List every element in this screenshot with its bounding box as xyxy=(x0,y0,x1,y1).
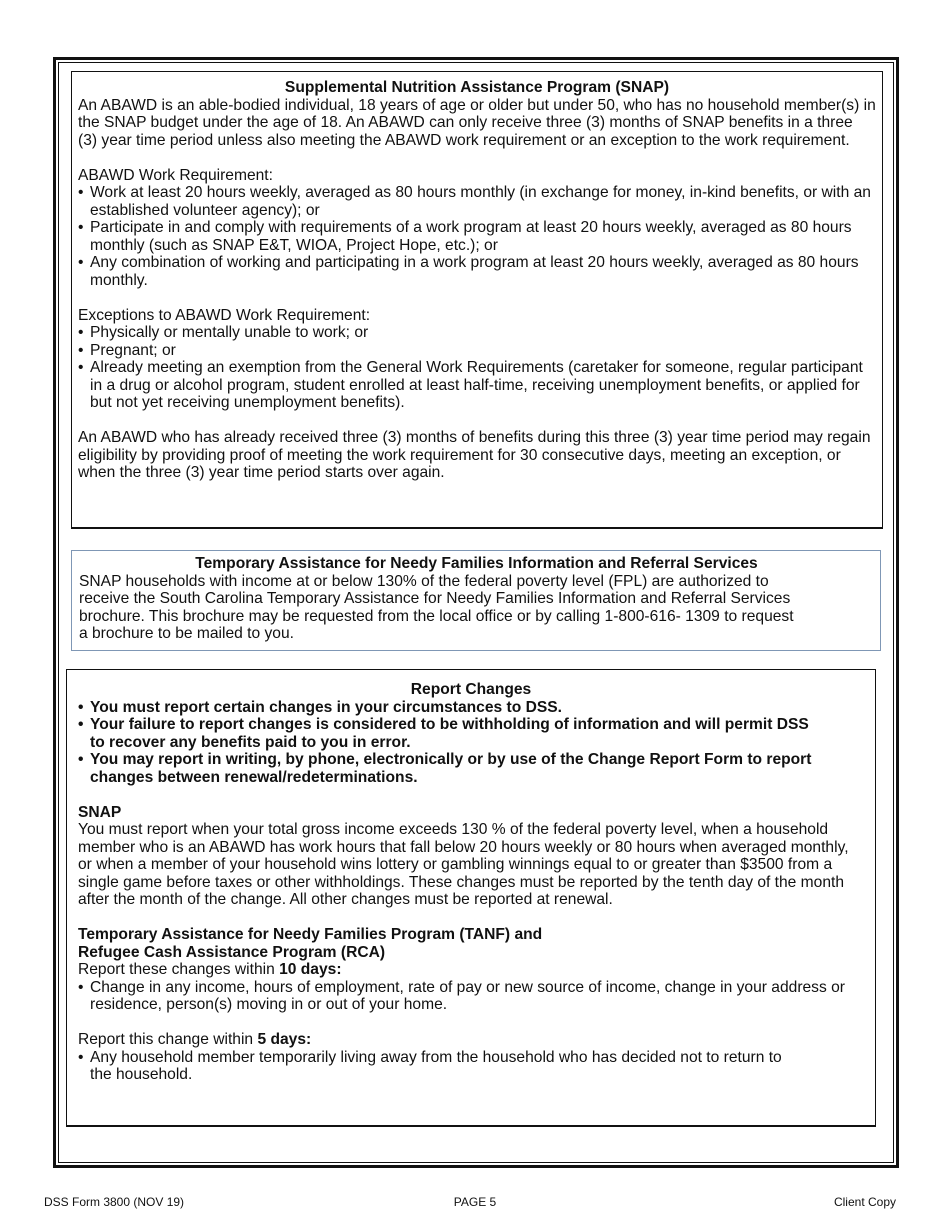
snap-report-body: You must report when your total gross income exceeds 130 % of the federal poverty level, when a household member who is an ABAWD has work hours that fall below 20 hours weekly or 80 hours when averaged monthly, or when a member of your household wins lottery or gambling winnings equal to or greater than $3500 from a single game before taxes or other withholdings. These changes must be reported by the tenth day of the month after the month of the change. All other changes must be reported at renewal. xyxy=(78,821,849,908)
snap-abawd-section xyxy=(71,71,883,529)
ten-day-list xyxy=(78,979,864,1014)
list-item: • Your failure to report changes is considered to be withholding of information and will permit DSS to recover any benefits paid to you in error. xyxy=(78,716,814,751)
tanf-referral-body: SNAP households with income at or below 130% of the federal poverty level (FPL) are authorized to receive the South Carolina Temporary Assistance for Needy Families Information and Referral Services brochure. This brochure may be requested from the local office or by calling 1-800-616- 1309 to request a brochure to be mailed to you. xyxy=(79,572,794,642)
report-changes-title: Report Changes xyxy=(410,681,532,698)
work-requirement-list xyxy=(78,184,876,289)
report-changes-key-points xyxy=(78,699,864,787)
tanf-referral-section xyxy=(71,550,881,651)
list-item: • Already meeting an exemption from the General Work Requirements (caretaker for someone, regular participant in a drug or alcohol program, student enrolled at least half-time, receiving unemployment benefits, or applied for but not yet receiving unemployment benefits). xyxy=(78,359,876,412)
list-item: • Pregnant; or xyxy=(78,342,876,360)
list-item: • Any combination of working and participating in a work program at least 20 hours weekly, averaged as 80 hours monthly. xyxy=(78,254,876,289)
list-item: • Physically or mentally unable to work; or xyxy=(78,324,876,342)
list-item: • Work at least 20 hours weekly, averaged as 80 hours monthly (in exchange for money, in-kind benefits, or with an established volunteer agency); or xyxy=(78,184,876,219)
ten-day-instruction xyxy=(78,961,864,979)
ten-day-value: 10 days: xyxy=(279,961,342,978)
report-changes-section xyxy=(66,669,876,1127)
snap-closing-paragraph: An ABAWD who has already received three (3) months of benefits during this three (3) year time period may regain eligibility by providing proof of meeting the work requirement for 30 consecutive days, meeting an exception, or when the three (3) year time period starts over again. xyxy=(78,429,871,481)
snap-section-title: Supplemental Nutrition Assistance Program (SNAP) xyxy=(284,79,670,96)
snap-intro-paragraph: An ABAWD is an able-bodied individual, 18 years of age or older but under 50, who has no household member(s) in the SNAP budget under the age of 18. An ABAWD can only receive three (3) months of SNAP benefits in a three (3) year time period unless also meeting the ABAWD work requirement or an exception to the work requirement. xyxy=(78,96,876,149)
list-item: • You must report certain changes in your circumstances to DSS. xyxy=(78,699,814,717)
footer-page-number: PAGE 5 xyxy=(453,1195,497,1209)
list-item: • Any household member temporarily living away from the household who has decided not to return to the household. xyxy=(78,1049,784,1084)
list-item: • You may report in writing, by phone, electronically or by use of the Change Report Form to report changes between renewal/redeterminations. xyxy=(78,751,814,786)
footer-form-id: DSS Form 3800 (NOV 19) xyxy=(44,1195,185,1209)
five-day-list xyxy=(78,1049,864,1084)
work-requirement-heading: ABAWD Work Requirement: xyxy=(78,166,273,184)
tanf-referral-title: Temporary Assistance for Needy Families Information and Referral Services xyxy=(195,555,758,572)
five-day-value: 5 days: xyxy=(257,1031,312,1048)
list-item: • Change in any income, hours of employment, rate of pay or new source of income, change in your address or residence, person(s) moving in or out of your home. xyxy=(78,979,864,1014)
five-day-prefix: Report this change within xyxy=(78,1031,258,1048)
five-day-instruction xyxy=(78,1031,864,1049)
footer-copy-label: Client Copy xyxy=(833,1195,896,1209)
list-item: • Participate in and comply with requirements of a work program at least 20 hours weekly, averaged as 80 hours monthly (such as SNAP E&T, WIOA, Project Hope, etc.); or xyxy=(78,219,876,254)
snap-report-heading: SNAP xyxy=(78,803,122,821)
tanf-rca-heading-line1: Temporary Assistance for Needy Families Program (TANF) and xyxy=(78,926,543,943)
ten-day-prefix: Report these changes within xyxy=(78,961,280,978)
tanf-rca-heading-line2: Refugee Cash Assistance Program (RCA) xyxy=(78,943,386,961)
exceptions-heading: Exceptions to ABAWD Work Requirement: xyxy=(78,306,371,324)
exceptions-list xyxy=(78,324,876,412)
